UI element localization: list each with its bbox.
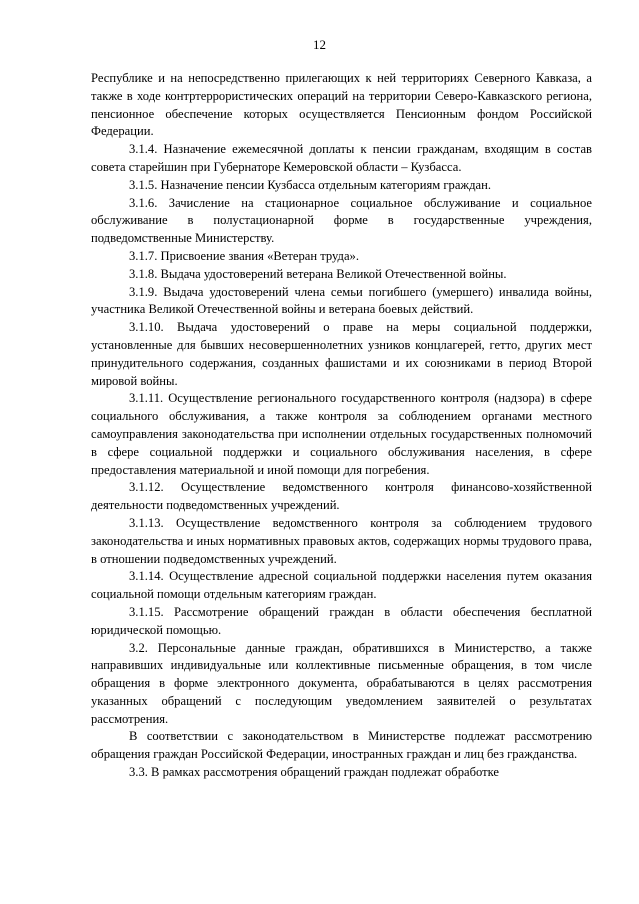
paragraph: В соответствии с законодательством в Министерстве подлежат рассмотрению обращения граждан Российской Федерации, иностранных граждан и лиц без гражданства. [91, 729, 592, 762]
paragraph: 3.1.12. Осуществление ведомственного контроля финансово-хозяйственной деятельности подведомственных учреждений. [91, 480, 592, 513]
paragraph: 3.1.10. Выдача удостоверений о праве на меры социальной поддержки, установленные для бывших несовершеннолетних узников концлагерей, гетто, других мест принудительного содержания, созданных фашистами и их союзниками в период Второй мировой войны. [91, 320, 592, 388]
paragraph: 3.1.5. Назначение пенсии Кузбасса отдельным категориям граждан. [129, 177, 492, 192]
paragraph: 3.2. Персональные данные граждан, обратившихся в Министерство, а также направивших индивидуальные или коллективные письменные обращения, в том числе обращения в форме электронного документа, обрабатываются в целях рассмотрения указанных обращений с последующим уведомлением заявителей о результатах рассмотрения. [91, 640, 592, 726]
document-body [91, 70, 592, 782]
paragraph: 3.1.8. Выдача удостоверений ветерана Великой Отечественной войны. [129, 266, 507, 281]
paragraph: 3.1.14. Осуществление адресной социальной поддержки населения путем оказания социальной помощи отдельным категориям граждан. [91, 569, 592, 602]
paragraph: 3.3. В рамках рассмотрения обращений граждан подлежат обработке [129, 765, 500, 780]
paragraph: 3.1.4. Назначение ежемесячной доплаты к пенсии гражданам, входящим в состав совета старейшин при Губернаторе Кемеровской области – Кузбасса. [91, 142, 592, 174]
paragraph: 3.1.13. Осуществление ведомственного контроля за соблюдением трудового законодательства и иных нормативных правовых актов, содержащих нормы трудового права, в отношении подведомственных учреждений. [91, 515, 592, 566]
paragraph: 3.1.7. Присвоение звания «Ветеран труда». [129, 248, 359, 263]
paragraph: 3.1.15. Рассмотрение обращений граждан в области обеспечения бесплатной юридической помощью. [91, 604, 592, 637]
paragraph: 3.1.6. Зачисление на стационарное социальное обслуживание и социальное обслуживание в полустационарной форме в государственные учреждения, подведомственные Министерству. [91, 195, 592, 246]
paragraph: Республике и на непосредственно прилегающих к ней территориях Северного Кавказа, а также в ходе контртеррористических операций на территории Северо-Кавказского региона, пенсионное обеспечение которых осуществляется Пенсионным фондом Российской Федерации. [91, 71, 592, 139]
paragraph: 3.1.9. Выдача удостоверений члена семьи погибшего (умершего) инвалида войны, участника Великой Отечественной войны и ветерана боевых действий. [91, 284, 592, 317]
paragraph: 3.1.11. Осуществление регионального государственного контроля (надзора) в сфере социального обслуживания, а также контроля за соблюдением органами местного самоуправления законодательства при исполнении отдельных государственных полномочий в сфере социальной поддержки и социального обслуживания населения, в сфере предоставления материальной и иной помощи для погребения. [91, 391, 592, 477]
page-number: 12 [313, 37, 326, 52]
